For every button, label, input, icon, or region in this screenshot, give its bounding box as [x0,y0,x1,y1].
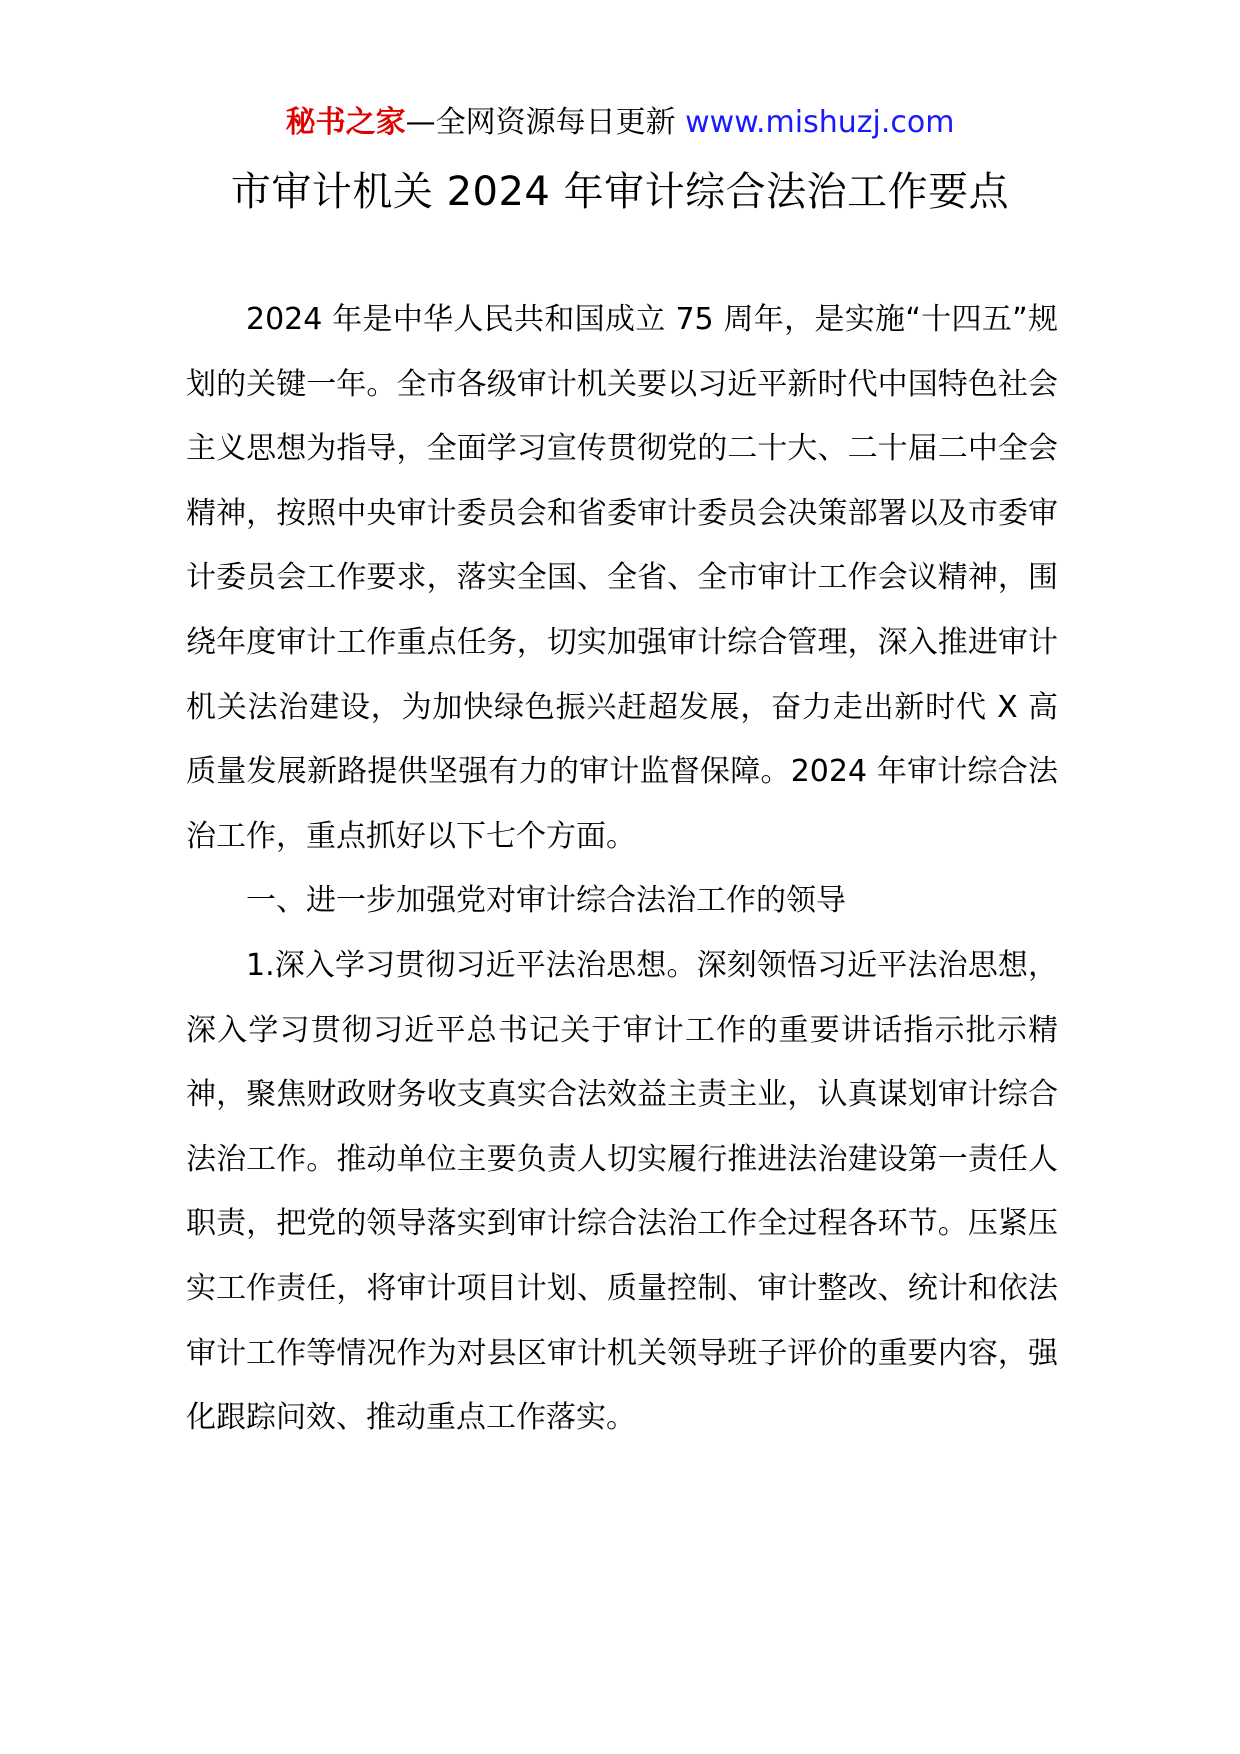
site-url-link[interactable]: www.mishuzj.com [685,105,955,140]
body-paragraph: 1.深入学习贯彻习近平法治思想。深刻领悟习近平法治思想，深入学习贯彻习近平总书记关于审计工作的重要讲话指示批示精神，聚焦财政财务收支真实合法效益主责主业，认真谋划审计综合法治工作。推动单位主要负责人切实履行推进法治建设第一责任人职责，把党的领导落实到审计综合法治工作全过程各环节。压紧压实工作责任，将审计项目计划、质量控制、审计整改、统计和依法审计工作等情况作为对县区审计机关领导班子评价的重要内容，强化跟踪问效、推动重点工作落实。 [186,947,1058,1436]
document-title: 市审计机关 2024 年审计综合法治工作要点 [230,169,1010,215]
intro-paragraph: 2024 年是中华人民共和国成立 75 周年，是实施“十四五”规划的关键一年。全市各级审计机关要以习近平新时代中国特色社会主义思想为指导，全面学习宣传贯彻党的二十大、二十届二中全会精神，按照中央审计委员会和省委审计委员会决策部署以及市委审计委员会工作要求，落实全国、全省、全市审计工作会议精神，围绕年度审计工作重点任务，切实加强审计综合管理，深入推进审计机关法治建设，为加快绿色振兴赶超发展，奋力走出新时代 X 高质量发展新路提供坚强有力的审计监督保障。2024 年审计综合法治工作，重点抓好以下七个方面。 [186,302,1058,854]
section-heading: 一、进一步加强党对审计综合法治工作的领导 [246,883,846,919]
document-body [186,288,1058,1451]
site-slogan: —全网资源每日更新 [405,105,686,140]
brand-name: 秘书之家 [285,105,406,140]
site-header [0,101,1240,145]
